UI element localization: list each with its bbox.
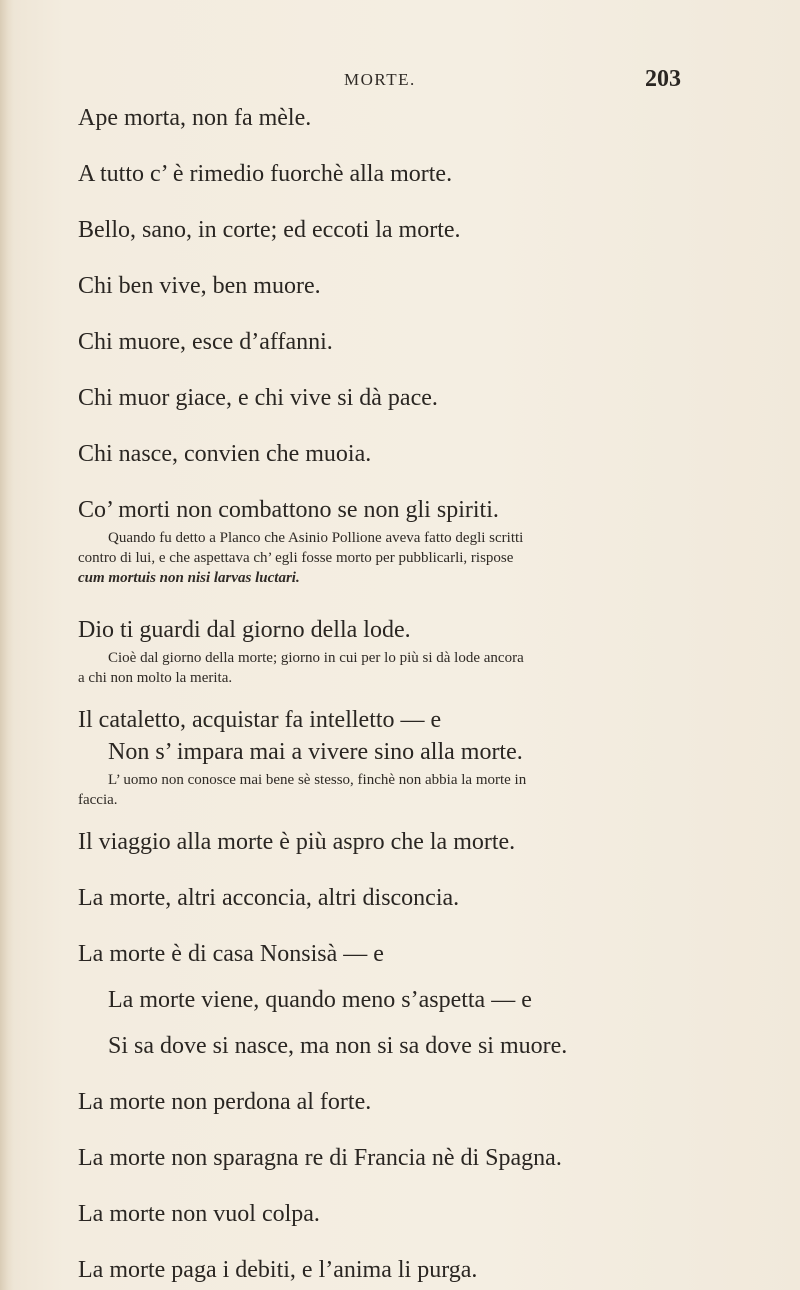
proverb-note: L’ uomo non conosce mai bene sè stesso, finchè non abbia la morte in — [108, 772, 527, 788]
proverb: Dio ti guardi dal giorno della lode. — [78, 617, 411, 643]
proverb: Co’ morti non combattono se non gli spiriti. — [78, 497, 499, 523]
proverb: La morte, altri acconcia, altri disconcia. — [78, 885, 460, 911]
proverb: A tutto c’ è rimedio fuorchè alla morte. — [78, 161, 453, 187]
proverb: La morte paga i debiti, e l’anima li purga. — [78, 1257, 478, 1283]
proverb: Chi nasce, convien che muoia. — [78, 441, 372, 467]
proverb-note: contro di lui, e che aspettava ch’ egli fosse morto per pubblicarli, rispose — [78, 550, 514, 566]
proverb: Ape morta, non fa mèle. — [78, 105, 312, 131]
proverb: Il viaggio alla morte è più aspro che la morte. — [78, 829, 516, 855]
proverb: Chi muor giace, e chi vive si dà pace. — [78, 385, 438, 411]
proverb-note: faccia. — [78, 792, 118, 808]
page-text — [78, 104, 690, 1284]
proverb: La morte non vuol colpa. — [78, 1201, 320, 1227]
proverb: La morte non perdona al forte. — [78, 1089, 372, 1115]
proverb-note: a chi non molto la merita. — [78, 670, 233, 686]
proverb-note-latin: cum mortuis non nisi larvas luctari. — [78, 570, 300, 586]
proverb: Chi ben vive, ben muore. — [78, 273, 321, 299]
proverb: La morte non sparagna re di Francia nè di Spagna. — [78, 1145, 562, 1171]
proverb: La morte è di casa Nonsisà — e — [78, 941, 384, 967]
proverb: Il cataletto, acquistar fa intelletto — e — [78, 707, 442, 733]
proverb-note: Quando fu detto a Planco che Asinio Pollione aveva fatto degli scritti — [108, 530, 524, 546]
page-header — [0, 66, 800, 96]
proverb: Chi muore, esce d’affanni. — [78, 329, 333, 355]
page-gutter-shadow — [0, 0, 14, 1290]
page-number: 203 — [645, 66, 681, 92]
proverb: La morte viene, quando meno s’aspetta — e — [108, 987, 532, 1013]
proverb-note: Cioè dal giorno della morte; giorno in cui per lo più si dà lode ancora — [108, 650, 524, 666]
proverb: Bello, sano, in corte; ed eccoti la morte. — [78, 217, 461, 243]
running-head: MORTE. — [344, 70, 416, 89]
proverb: Si sa dove si nasce, ma non si sa dove si muore. — [108, 1033, 568, 1059]
proverb: Non s’ impara mai a vivere sino alla morte. — [108, 739, 523, 765]
